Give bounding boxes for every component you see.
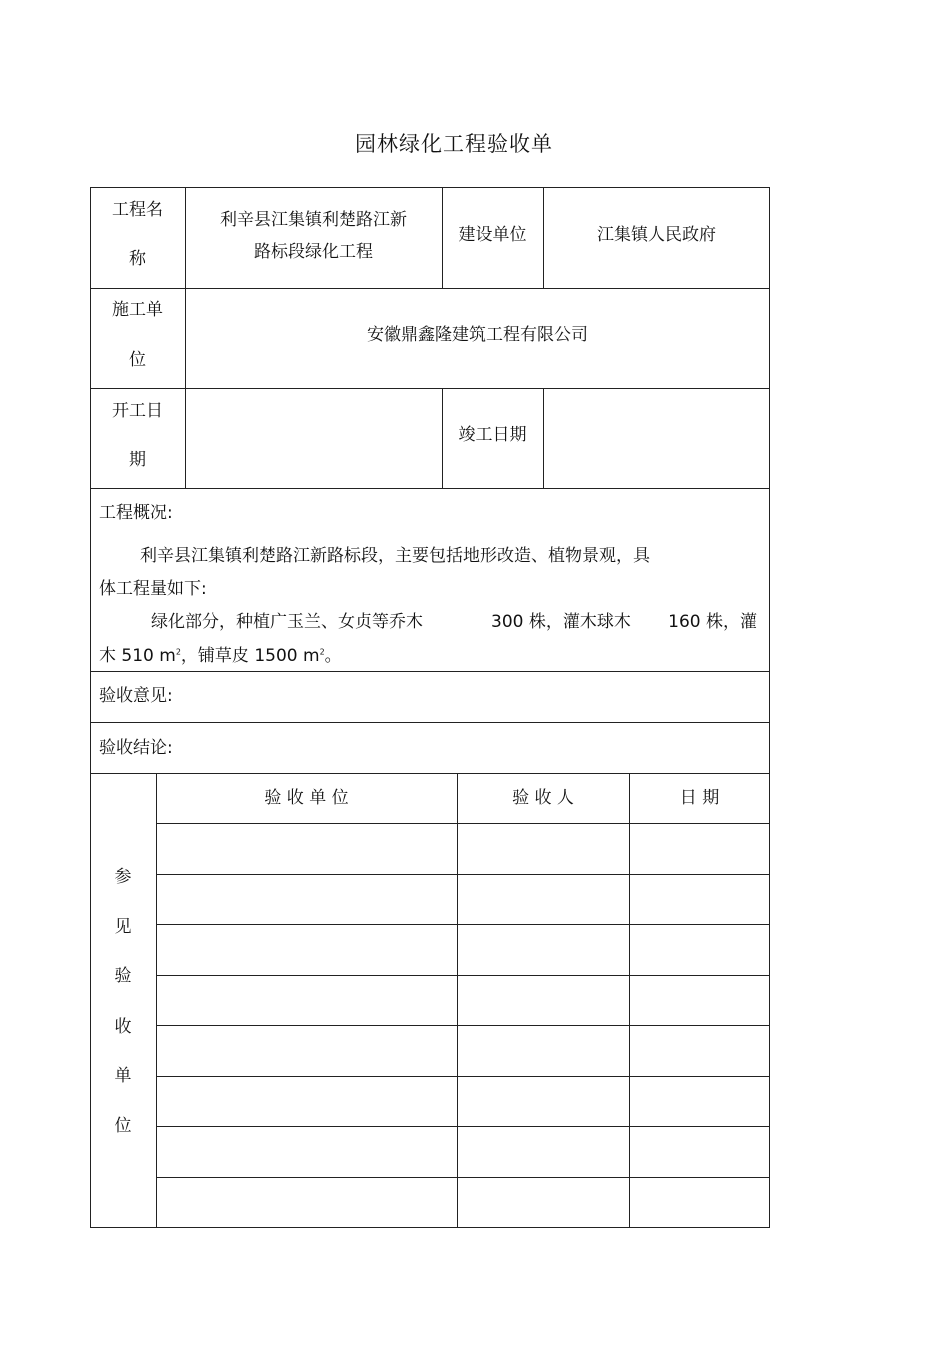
overview-text-line: 绿化部分，种植广玉兰、女贞等乔木 [151, 612, 423, 632]
end-date-label: 竣工日期 [458, 425, 527, 445]
overview-text-line: 300 株，灌木球木 [491, 612, 631, 632]
start-date-label-cont: 期 [129, 450, 146, 470]
opinion-label: 验收意见: [99, 686, 173, 706]
unit-superscript: 2 [319, 647, 325, 657]
overview-text-line: 160 株，灌 [668, 612, 757, 632]
row-divider [90, 773, 770, 774]
row-divider [156, 1076, 770, 1077]
row-divider [90, 388, 770, 389]
contractor-value: 安徽鼎鑫隆建筑工程有限公司 [367, 325, 588, 345]
side-char: 收 [114, 1017, 132, 1037]
overview-text-line: 体工程量如下: [99, 579, 207, 599]
row-divider [156, 1177, 770, 1178]
row-divider [90, 671, 770, 672]
col-divider [629, 773, 630, 1228]
col-header-person: 验 收 人 [512, 788, 574, 808]
start-date-label: 开工日 [112, 401, 163, 421]
row-divider [156, 924, 770, 925]
row-divider [156, 975, 770, 976]
col-header-unit: 验 收 单 位 [264, 788, 349, 808]
overview-text-line: 利辛县江集镇利楚路江新路标段，主要包括地形改造、植物景观，具 [140, 546, 650, 566]
quantity-turf-area: ，铺草皮 1500 m [180, 646, 320, 666]
col-divider [156, 773, 157, 1228]
col-divider [543, 388, 544, 488]
unit-superscript: 2 [175, 647, 181, 657]
row-divider [90, 288, 770, 289]
sentence-end: 。 [324, 646, 342, 666]
side-char: 单 [114, 1066, 132, 1086]
side-char: 见 [114, 917, 132, 937]
contractor-label: 施工单 [112, 300, 163, 320]
row-divider [90, 488, 770, 489]
project-name-value-cont: 路标段绿化工程 [254, 242, 373, 262]
side-char: 验 [114, 966, 132, 986]
row-divider [156, 874, 770, 875]
col-header-date: 日 期 [679, 788, 720, 808]
side-char: 参 [114, 867, 132, 887]
col-divider [457, 773, 458, 1228]
builder-value: 江集镇人民政府 [597, 225, 716, 245]
overview-text-line [99, 648, 342, 665]
contractor-label-cont: 位 [129, 350, 146, 370]
project-name-label: 工程名 [112, 200, 163, 220]
row-divider [156, 1025, 770, 1026]
conclusion-label: 验收结论: [99, 738, 173, 758]
row-divider [156, 1126, 770, 1127]
row-divider [156, 823, 770, 824]
builder-label: 建设单位 [458, 225, 527, 245]
quantity-shrub-area: 木 510 m [99, 646, 176, 666]
row-divider [90, 722, 770, 723]
overview-label: 工程概况: [99, 503, 173, 523]
page-title: 园林绿化工程验收单 [355, 132, 553, 156]
project-name-label-cont: 称 [129, 249, 146, 269]
side-char: 位 [114, 1116, 132, 1136]
project-name-value: 利辛县江集镇利楚路江新 [220, 210, 407, 230]
